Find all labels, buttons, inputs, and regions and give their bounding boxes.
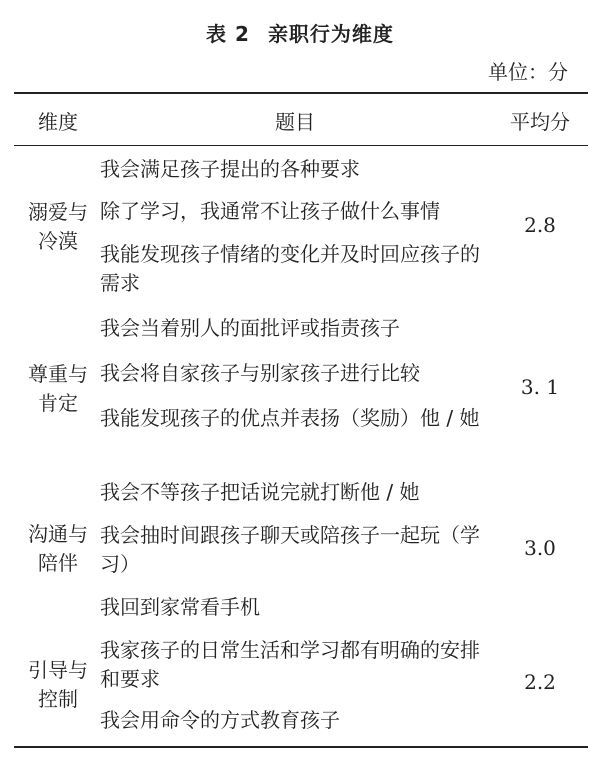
dimension-line: 尊重与 [28, 362, 88, 386]
item-text: 我会当着别人的面批评或指责孩子 [100, 316, 400, 340]
item-text: 除了学习，我通常不让孩子做什么事情 [100, 199, 440, 223]
dimension-cell [18, 656, 98, 714]
item-text: 我会用命令的方式教育孩子 [100, 708, 340, 732]
dimension-line: 肯定 [38, 391, 78, 415]
header-dimension: 维度 [38, 110, 78, 134]
item-text: 我会将自家孩子与别家孩子进行比较 [100, 361, 420, 385]
score-value: 2.2 [524, 670, 556, 694]
top-rule [14, 92, 588, 94]
score-value: 2.8 [524, 213, 556, 237]
header-item: 题目 [275, 110, 315, 134]
dimension-line: 溺爱与 [28, 200, 88, 224]
item-text: 我会抽时间跟孩子聊天或陪孩子一起玩（学习） [100, 523, 480, 576]
dimension-line: 引导与 [28, 658, 88, 682]
header-rule [14, 145, 588, 146]
item-text: 我会满足孩子提出的各种要求 [100, 157, 360, 181]
item-text: 我能发现孩子的优点并表扬（奖励）他 / 她 [100, 406, 480, 430]
bottom-rule [14, 746, 588, 748]
item-text: 我会不等孩子把话说完就打断他 / 她 [100, 480, 420, 504]
dimension-line: 陪伴 [38, 551, 78, 575]
item-text: 我能发现孩子情绪的变化并及时回应孩子的需求 [100, 242, 480, 295]
item-text: 我家孩子的日常生活和学习都有明确的安排和要求 [100, 638, 480, 691]
table-title: 亲职行为维度 [267, 22, 394, 46]
dimension-cell [18, 520, 98, 578]
dimension-line: 沟通与 [28, 522, 88, 546]
item-text: 我回到家常看手机 [100, 595, 260, 619]
score-value: 3.0 [524, 536, 556, 560]
unit-note: 单位：分 [488, 60, 568, 84]
dimension-cell [18, 198, 98, 256]
dimension-cell [18, 360, 98, 418]
score-value: 3. 1 [520, 375, 560, 399]
table-number: 表 2 [206, 22, 250, 46]
table-caption [0, 18, 600, 47]
header-score: 平均分 [510, 110, 570, 134]
dimension-line: 控制 [38, 687, 78, 711]
dimension-line: 冷漠 [38, 229, 78, 253]
